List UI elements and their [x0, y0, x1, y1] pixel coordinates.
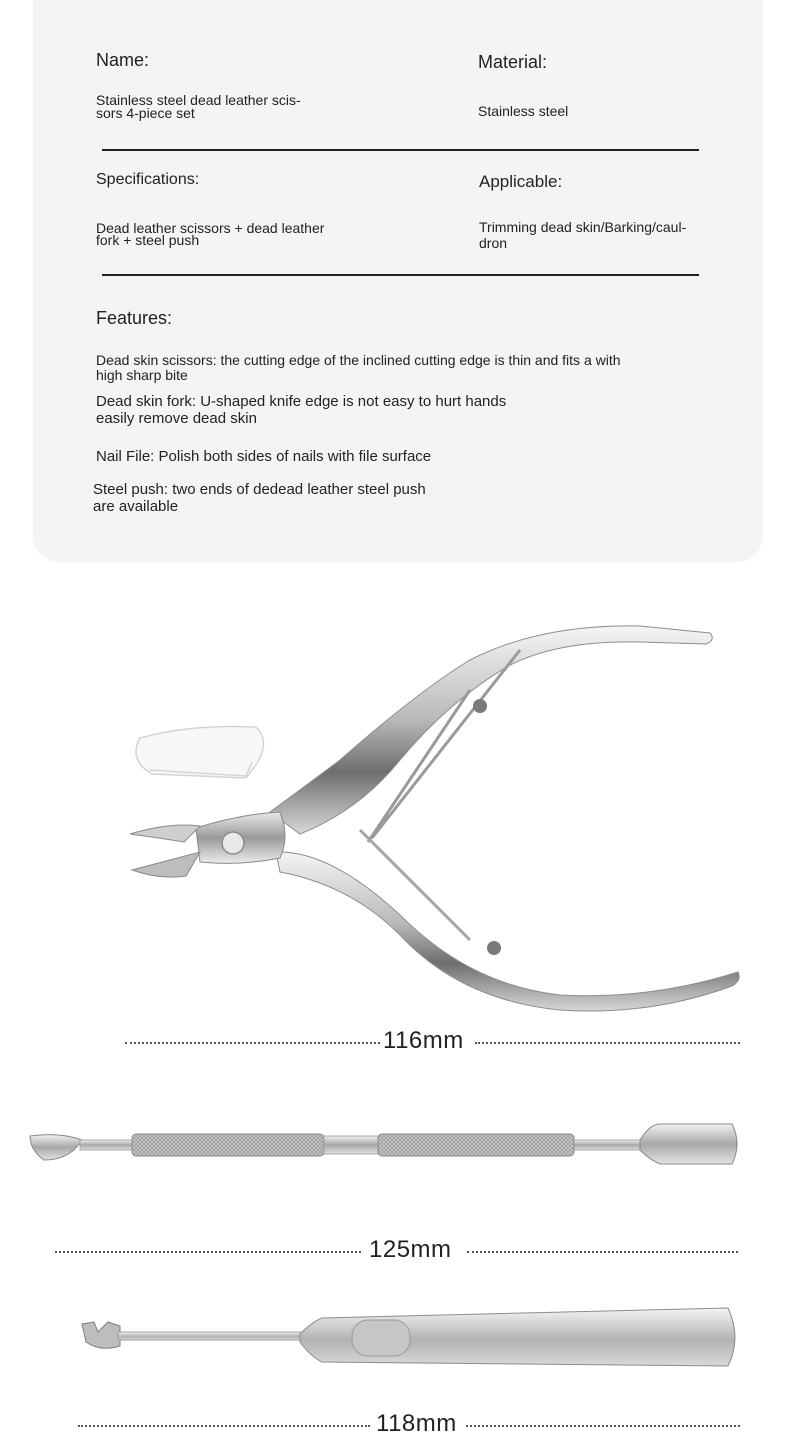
pusher-dimension [55, 1236, 738, 1266]
feature-steel-push-line1: Steel push: two ends of dedead leather steel push [93, 481, 426, 498]
cuticle-fork-image [0, 1300, 790, 1380]
name-label: Name: [96, 50, 150, 70]
specifications-value-line2: fork + steel push [96, 232, 200, 248]
feature-fork-line1: Dead skin fork: U-shaped knife edge is not easy to hurt hands [96, 393, 507, 410]
feature-nail-file: Nail File: Polish both sides of nails with file surface [96, 448, 432, 465]
feature-scissors-line1: Dead skin scissors: the cutting edge of the inclined cutting edge is thin and fits a with [96, 352, 621, 368]
cuticle-nipper-image [0, 600, 790, 1020]
divider-top [102, 149, 699, 151]
specifications-label: Specifications: [96, 171, 200, 188]
dimension-line-right [475, 1042, 740, 1044]
cuticle-pusher-image [0, 1110, 790, 1180]
material-value: Stainless steel [478, 103, 569, 119]
feature-fork-line2: easily remove dead skin [96, 410, 257, 427]
name-value-line2: sors 4-piece set [96, 105, 195, 121]
specifications-value-line1: Dead leather scissors + dead leather [96, 220, 325, 236]
divider-bottom [102, 274, 699, 276]
applicable-label: Applicable: [479, 172, 563, 191]
pusher-length: 125mm [369, 1236, 452, 1263]
material-label: Material: [478, 52, 548, 72]
feature-steel-push-line2: are available [93, 498, 179, 515]
applicable-value-line2: dron [479, 235, 508, 251]
features-label: Features: [96, 308, 173, 328]
applicable-value-line1: Trimming dead skin/Barking/caul- [479, 219, 687, 235]
spec-card [33, 0, 763, 562]
nipper-dimension [125, 1027, 740, 1057]
dimension-line-right [466, 1425, 740, 1427]
feature-scissors-line2: high sharp bite [96, 367, 188, 383]
dimension-line-left [78, 1425, 370, 1427]
fork-dimension [78, 1410, 740, 1440]
dimension-line-left [55, 1251, 361, 1253]
nipper-length: 116mm [383, 1027, 464, 1054]
name-value-line1: Stainless steel dead leather scis- [96, 92, 301, 108]
dimension-line-left [125, 1042, 380, 1044]
fork-length: 118mm [376, 1410, 457, 1437]
dimension-line-right [467, 1251, 738, 1253]
